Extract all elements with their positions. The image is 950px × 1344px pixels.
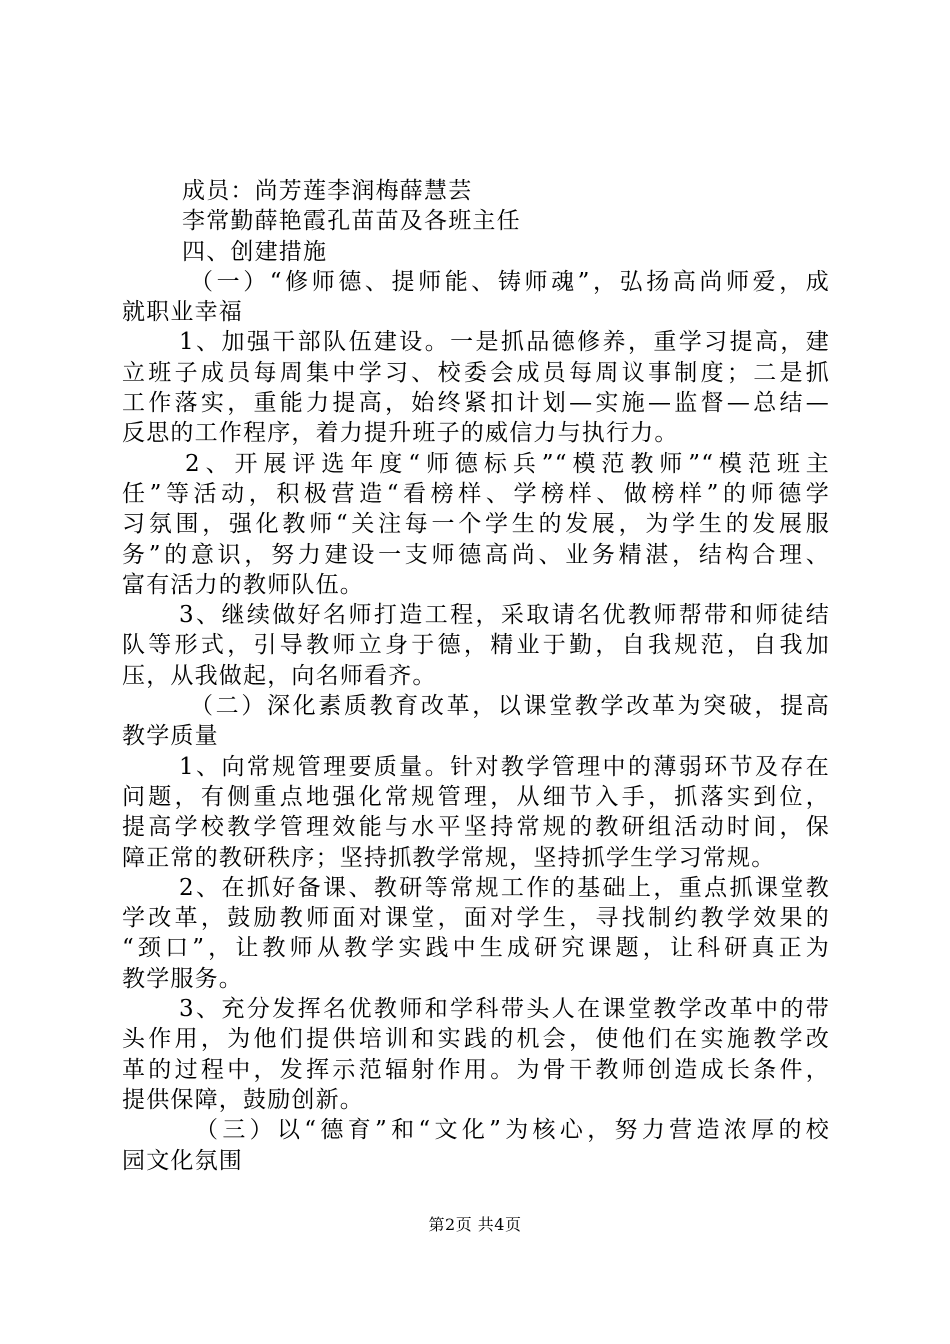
subsection-heading-one: （一）“修师德、提师能、铸师魂”，弘扬高尚师爱，成 <box>190 268 830 295</box>
paragraph-line: 革的过程中，发挥示范辐射作用。为骨干教师创造成长条件， <box>122 1056 830 1083</box>
paragraph-line: 提高学校教学管理效能与水平坚持常规的教研组活动时间，保 <box>122 814 830 841</box>
paragraph-line: 提供保障，鼓励创新。 <box>122 1086 364 1113</box>
paragraph-line: 队等形式，引导教师立身于德，精业于勤，自我规范，自我加 <box>122 632 830 659</box>
paragraph-line: 问题，有侧重点地强化常规管理，从细节入手，抓落实到位， <box>122 783 830 810</box>
document-body <box>122 176 830 1176</box>
paragraph-line: 学改革，鼓励教师面对课堂，面对学生，寻找制约教学效果的 <box>122 905 830 932</box>
paragraph-line: 务”的意识，努力建设一支师德高尚、业务精湛，结构合理、 <box>122 541 830 568</box>
paragraph-line: 2、在抓好备课、教研等常规工作的基础上，重点抓课堂教 <box>179 874 830 901</box>
paragraph-line: 2、开展评选年度“师德标兵”“模范教师”“模范班主 <box>185 450 830 477</box>
subsection-heading-three: （三）以“德育”和“文化”为核心，努力营造浓厚的校 <box>195 1117 830 1144</box>
members-line-2: 李常勤薛艳霞孔苗苗及各班主任 <box>182 208 521 235</box>
subsection-heading-three-cont: 园文化氛围 <box>122 1147 243 1174</box>
paragraph-line: 1、加强干部队伍建设。一是抓品德修养，重学习提高，建 <box>179 329 830 356</box>
paragraph-line: 3、充分发挥名优教师和学科带头人在课堂教学改革中的带 <box>179 996 830 1023</box>
paragraph-line: 头作用，为他们提供培训和实践的机会，使他们在实施教学改 <box>122 1026 830 1053</box>
subsection-heading-two-cont: 教学质量 <box>122 723 219 750</box>
paragraph-line: 习氛围，强化教师“关注每一个学生的发展，为学生的发展服 <box>122 511 830 538</box>
paragraph-line: 反思的工作程序，着力提升班子的威信力与执行力。 <box>122 420 679 447</box>
page-number-footer: 第2页 共4页 <box>428 1215 522 1234</box>
paragraph-line: 障正常的教研秩序；坚持抓教学常规，坚持抓学生学习常规。 <box>122 844 776 871</box>
subsection-heading-one-cont: 就职业幸福 <box>122 299 243 326</box>
paragraph-line: 立班子成员每周集中学习、校委会成员每周议事制度；二是抓 <box>122 359 830 386</box>
paragraph-line: 1、向常规管理要质量。针对教学管理中的薄弱环节及存在 <box>179 753 830 780</box>
section-heading-four: 四、创建措施 <box>182 238 328 265</box>
members-line-1: 成员：尚芳莲李润梅薛慧芸 <box>182 178 473 204</box>
paragraph-line: 工作落实，重能力提高，始终紧扣计划—实施—监督—总结— <box>122 390 830 417</box>
paragraph-line: 教学服务。 <box>122 965 243 992</box>
paragraph-line: 3、继续做好名师打造工程，采取请名优教师帮带和师徒结 <box>179 602 830 629</box>
paragraph-line: 任”等活动，积极营造“看榜样、学榜样、做榜样”的师德学 <box>122 480 830 507</box>
paragraph-line: “颈口”，让教师从教学实践中生成研究课题，让科研真正为 <box>122 935 830 962</box>
paragraph-line: 压，从我做起，向名师看齐。 <box>122 662 437 689</box>
paragraph-line: 富有活力的教师队伍。 <box>122 571 364 598</box>
subsection-heading-two: （二）深化素质教育改革，以课堂教学改革为突破，提高 <box>190 693 830 720</box>
